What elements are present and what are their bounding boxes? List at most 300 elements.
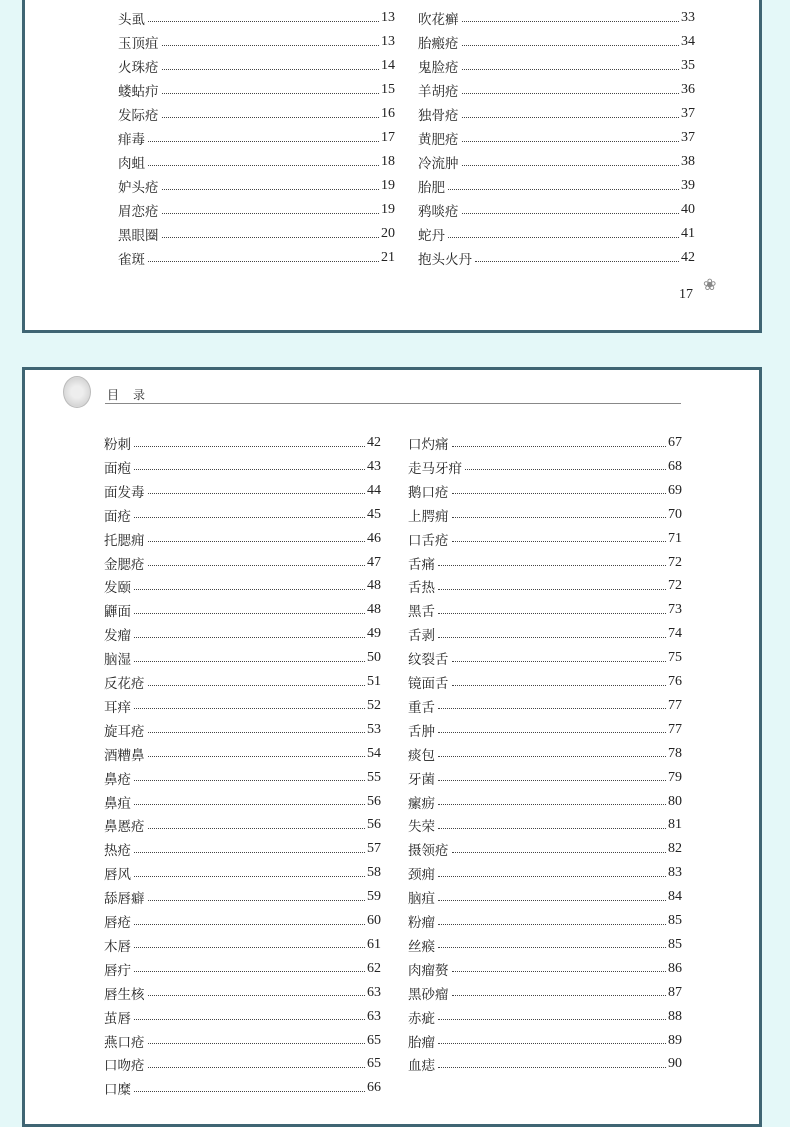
entry-title: 头虱 — [118, 12, 145, 28]
entry-page: 83 — [668, 865, 682, 881]
dot-leader — [452, 971, 667, 972]
entry-title: 鬼脸疮 — [418, 60, 459, 76]
entry-title: 蛇丹 — [418, 228, 445, 244]
entry-title: 茧唇 — [104, 1010, 131, 1027]
entry-title: 金腮疮 — [104, 556, 145, 573]
toc-entry[interactable] — [118, 127, 395, 149]
entry-page: 88 — [668, 1008, 682, 1024]
toc-entry[interactable] — [408, 1030, 682, 1052]
toc-entry[interactable] — [408, 599, 682, 621]
dot-leader — [148, 141, 379, 142]
entry-page: 87 — [668, 984, 682, 1000]
entry-title: 黑舌 — [408, 604, 435, 621]
toc-entry[interactable] — [408, 886, 682, 908]
dot-leader — [148, 685, 366, 686]
toc-entry[interactable] — [418, 103, 695, 125]
dot-leader — [438, 900, 666, 901]
toc-entry[interactable] — [408, 838, 682, 860]
entry-title: 胎肥 — [418, 180, 445, 196]
toc-entry[interactable] — [418, 127, 695, 149]
toc-entry[interactable] — [408, 647, 682, 669]
entry-title: 耳痒 — [104, 699, 131, 716]
entry-title: 痰包 — [408, 747, 435, 764]
toc-entry[interactable] — [104, 1030, 381, 1052]
toc-entry[interactable] — [408, 1053, 682, 1075]
entry-page: 13 — [381, 34, 395, 49]
toc-entry[interactable] — [104, 1053, 381, 1075]
toc-entry[interactable] — [408, 480, 682, 502]
entry-title: 舌热 — [408, 580, 435, 597]
toc-entry[interactable] — [408, 791, 682, 813]
dot-leader — [148, 900, 366, 901]
dot-leader — [148, 732, 366, 733]
entry-title: 舌剥 — [408, 628, 435, 645]
toc-entry[interactable] — [104, 647, 381, 669]
dot-leader — [462, 45, 680, 46]
dot-leader — [438, 1019, 666, 1020]
entry-page: 58 — [367, 865, 381, 881]
dot-leader — [162, 117, 380, 118]
entry-title: 发颐 — [104, 580, 131, 597]
entry-page: 19 — [381, 202, 395, 217]
entry-title: 舌肿 — [408, 723, 435, 740]
entry-page: 15 — [381, 82, 395, 97]
toc-page-top — [22, 0, 762, 333]
dot-leader — [438, 804, 666, 805]
toc-entry[interactable] — [104, 671, 381, 693]
dot-leader — [462, 21, 680, 22]
entry-title: 托腮痈 — [104, 532, 145, 549]
entry-title: 冷流肿 — [418, 156, 459, 172]
entry-page: 42 — [681, 250, 695, 265]
entry-page: 42 — [367, 435, 381, 450]
entry-page: 40 — [681, 202, 695, 217]
dot-leader — [134, 971, 365, 972]
entry-title: 唇疮 — [104, 915, 131, 931]
toc-entry[interactable] — [418, 175, 695, 197]
dot-leader — [134, 446, 365, 447]
dot-leader — [134, 780, 365, 781]
entry-page: 21 — [381, 250, 395, 265]
dot-leader — [452, 995, 667, 996]
toc-entry[interactable] — [408, 767, 682, 789]
page-header-title: 目录 — [107, 388, 160, 402]
dot-leader — [162, 45, 380, 46]
entry-page: 55 — [367, 769, 381, 785]
toc-entry[interactable] — [104, 719, 381, 741]
entry-title: 黑眼圈 — [118, 228, 159, 244]
toc-entry[interactable] — [408, 504, 682, 526]
entry-page: 35 — [681, 58, 695, 73]
entry-title: 口灼痛 — [408, 437, 449, 453]
toc-entry[interactable] — [118, 223, 395, 245]
entry-page: 67 — [668, 435, 682, 450]
dot-leader — [148, 565, 366, 566]
toc-entry[interactable] — [104, 552, 381, 574]
toc-entry[interactable] — [418, 151, 695, 173]
entry-page: 84 — [668, 889, 682, 905]
entry-page: 71 — [668, 530, 682, 546]
entry-page: 38 — [681, 154, 695, 169]
dot-leader — [148, 995, 366, 996]
entry-page: 57 — [367, 841, 381, 857]
entry-page: 43 — [367, 458, 381, 474]
entry-title: 丝瘊 — [408, 938, 435, 955]
entry-title: 面疱 — [104, 460, 131, 477]
entry-title: 肉蛆 — [118, 156, 145, 172]
dot-leader — [438, 756, 666, 757]
entry-page: 48 — [367, 578, 381, 594]
dot-leader — [148, 261, 379, 262]
dot-leader — [448, 237, 679, 238]
entry-title: 鹅口疮 — [408, 484, 449, 501]
toc-entry[interactable] — [104, 838, 381, 860]
entry-page: 86 — [668, 960, 682, 976]
dot-leader — [462, 117, 680, 118]
entry-page: 80 — [668, 793, 682, 809]
entry-page: 56 — [367, 817, 381, 833]
toc-entry[interactable] — [418, 79, 695, 101]
toc-entry[interactable] — [408, 671, 682, 693]
entry-title: 木唇 — [104, 938, 131, 955]
dot-leader — [452, 517, 667, 518]
toc-entry[interactable] — [408, 552, 682, 574]
dot-leader — [162, 213, 380, 214]
entry-page: 65 — [367, 1056, 381, 1072]
entry-page: 62 — [367, 960, 381, 976]
entry-title: 口吻疮 — [104, 1058, 145, 1075]
dot-leader — [134, 947, 365, 948]
dot-leader — [148, 493, 366, 494]
dot-leader — [162, 93, 380, 94]
entry-title: 胎瘢疮 — [418, 36, 459, 52]
entry-title: 面发毒 — [104, 484, 145, 501]
entry-title: 赤疵 — [408, 1010, 435, 1027]
entry-page: 48 — [367, 602, 381, 618]
toc-entry[interactable] — [104, 599, 381, 621]
toc-entry[interactable] — [104, 1006, 381, 1028]
toc-entry[interactable] — [118, 103, 395, 125]
entry-page: 68 — [668, 458, 682, 474]
dot-leader — [438, 1043, 666, 1044]
dot-leader — [462, 165, 680, 166]
entry-title: 酒糟鼻 — [104, 747, 145, 764]
dot-leader — [462, 141, 680, 142]
entry-title: 玉顶疽 — [118, 36, 159, 52]
entry-page: 17 — [381, 130, 395, 145]
toc-entry[interactable] — [104, 862, 381, 884]
entry-title: 旋耳疮 — [104, 723, 145, 740]
toc-entry[interactable] — [408, 695, 682, 717]
entry-page: 69 — [668, 482, 682, 498]
entry-title: 燕口疮 — [104, 1034, 145, 1051]
entry-page: 19 — [381, 178, 395, 193]
entry-page: 51 — [367, 674, 381, 689]
entry-page: 47 — [367, 554, 381, 570]
dot-leader — [452, 685, 667, 686]
entry-title: 口糜 — [104, 1082, 131, 1099]
dot-leader — [148, 21, 379, 22]
toc-entry[interactable] — [408, 456, 682, 478]
dot-leader — [162, 69, 380, 70]
entry-page: 33 — [681, 10, 695, 25]
entry-title: 热疮 — [104, 843, 131, 860]
dot-leader — [438, 828, 666, 829]
toc-entry[interactable] — [418, 55, 695, 77]
entry-title: 独骨疮 — [418, 108, 459, 124]
entry-title: 瘰疬 — [408, 795, 435, 812]
toc-entry[interactable] — [104, 767, 381, 789]
toc-entry[interactable] — [408, 432, 682, 454]
dot-leader — [148, 828, 366, 829]
dot-leader — [438, 589, 666, 590]
entry-title: 重舌 — [408, 699, 435, 716]
entry-page: 76 — [668, 674, 682, 689]
dot-leader — [438, 780, 666, 781]
toc-entry[interactable] — [418, 7, 695, 29]
toc-entry[interactable] — [104, 934, 381, 956]
toc-entry[interactable] — [408, 958, 682, 980]
toc-entry[interactable] — [408, 934, 682, 956]
entry-page: 61 — [367, 936, 381, 952]
toc-entry[interactable] — [118, 55, 395, 77]
entry-page: 41 — [681, 226, 695, 241]
entry-page: 20 — [381, 226, 395, 241]
dot-leader — [448, 189, 679, 190]
dot-leader — [134, 804, 365, 805]
dot-leader — [452, 446, 667, 447]
toc-entry[interactable] — [104, 743, 381, 765]
dot-leader — [134, 1019, 365, 1020]
toc-entry[interactable] — [104, 575, 381, 597]
entry-title: 发际疮 — [118, 108, 159, 124]
toc-entry[interactable] — [408, 743, 682, 765]
entry-title: 镜面舌 — [408, 676, 449, 692]
entry-title: 胎瘤 — [408, 1034, 435, 1051]
entry-title: 羊胡疮 — [418, 84, 459, 100]
entry-page: 81 — [668, 817, 682, 833]
dot-leader — [438, 947, 666, 948]
dot-leader — [148, 1067, 366, 1068]
dot-leader — [134, 637, 365, 638]
entry-page: 77 — [668, 697, 682, 713]
entry-title: 鼻疽 — [104, 795, 131, 812]
toc-entry[interactable] — [104, 814, 381, 836]
entry-page: 50 — [367, 650, 381, 666]
entry-page: 60 — [367, 913, 381, 928]
entry-title: 黄肥疮 — [418, 132, 459, 148]
entry-title: 鼲面 — [104, 604, 131, 621]
entry-title: 口舌疮 — [408, 532, 449, 549]
entry-page: 73 — [668, 602, 682, 618]
toc-entry[interactable] — [118, 199, 395, 221]
toc-entry[interactable] — [118, 31, 395, 53]
dot-leader — [148, 165, 379, 166]
dot-leader — [465, 469, 666, 470]
dot-leader — [148, 756, 366, 757]
dot-leader — [475, 261, 679, 262]
entry-page: 89 — [668, 1032, 682, 1048]
dot-leader — [134, 708, 365, 709]
toc-entry[interactable] — [104, 528, 381, 550]
entry-page: 37 — [681, 130, 695, 145]
dot-leader — [452, 852, 667, 853]
toc-entry[interactable] — [408, 575, 682, 597]
entry-page: 52 — [367, 697, 381, 713]
toc-entry[interactable] — [104, 480, 381, 502]
dot-leader — [438, 613, 666, 614]
toc-entry[interactable] — [418, 199, 695, 221]
entry-title: 蝼蛄疖 — [118, 84, 159, 100]
entry-title: 反花疮 — [104, 676, 145, 692]
dot-leader — [134, 469, 365, 470]
entry-title: 面疮 — [104, 508, 131, 525]
entry-page: 37 — [681, 106, 695, 121]
entry-title: 舌痛 — [408, 556, 435, 573]
toc-entry[interactable] — [408, 623, 682, 645]
entry-page: 36 — [681, 82, 695, 97]
entry-title: 鼻疮 — [104, 771, 131, 788]
toc-entry[interactable] — [408, 862, 682, 884]
dot-leader — [134, 661, 365, 662]
toc-entry[interactable] — [408, 719, 682, 741]
dot-leader — [438, 876, 666, 877]
toc-entry[interactable] — [408, 910, 682, 932]
entry-title: 鸦啖疮 — [418, 204, 459, 220]
toc-entry[interactable] — [118, 175, 395, 197]
toc-page-bottom — [22, 367, 762, 1127]
flower-ornament-icon: ❀ — [703, 275, 717, 294]
entry-page: 78 — [668, 745, 682, 761]
entry-page: 66 — [367, 1080, 381, 1096]
entry-page: 90 — [668, 1056, 682, 1072]
entry-title: 抱头火丹 — [418, 252, 472, 268]
entry-title: 黑砂瘤 — [408, 986, 449, 1003]
entry-title: 粉瘤 — [408, 915, 435, 931]
entry-title: 唇生核 — [104, 986, 145, 1003]
toc-entry[interactable] — [104, 982, 381, 1004]
toc-entry[interactable] — [104, 432, 381, 454]
dot-leader — [134, 517, 365, 518]
entry-page: 74 — [668, 626, 682, 642]
entry-title: 摄领疮 — [408, 843, 449, 860]
entry-page: 49 — [367, 626, 381, 642]
toc-entry[interactable] — [118, 79, 395, 101]
entry-page: 53 — [367, 721, 381, 737]
entry-page: 13 — [381, 10, 395, 25]
toc-entry[interactable] — [104, 456, 381, 478]
toc-entry[interactable] — [104, 886, 381, 908]
entry-page: 75 — [668, 650, 682, 666]
dot-leader — [134, 613, 365, 614]
entry-title: 雀斑 — [118, 252, 145, 268]
dot-leader — [462, 213, 680, 214]
entry-title: 鼻慝疮 — [104, 819, 145, 836]
entry-page: 46 — [367, 530, 381, 546]
toc-entry[interactable] — [118, 151, 395, 173]
entry-page: 85 — [668, 913, 682, 928]
book-logo-icon — [63, 376, 91, 408]
entry-page: 56 — [367, 793, 381, 809]
toc-entry[interactable] — [104, 910, 381, 932]
page-number: 17 — [679, 287, 693, 302]
entry-title: 唇疔 — [104, 962, 131, 979]
entry-page: 63 — [367, 984, 381, 1000]
toc-entry[interactable] — [408, 1006, 682, 1028]
entry-page: 14 — [381, 58, 395, 73]
toc-entry[interactable] — [104, 695, 381, 717]
entry-title: 唇风 — [104, 867, 131, 884]
toc-entry[interactable] — [408, 982, 682, 1004]
entry-title: 上腭痈 — [408, 508, 449, 525]
entry-title: 粉刺 — [104, 437, 131, 453]
toc-entry[interactable] — [118, 7, 395, 29]
dot-leader — [438, 1067, 666, 1068]
entry-page: 82 — [668, 841, 682, 857]
toc-entry[interactable] — [418, 223, 695, 245]
entry-page: 54 — [367, 745, 381, 761]
entry-page: 70 — [668, 506, 682, 522]
entry-title: 脑疽 — [408, 891, 435, 908]
entry-title: 眉恋疮 — [118, 204, 159, 220]
toc-entry[interactable] — [104, 958, 381, 980]
entry-title: 脑湿 — [104, 652, 131, 669]
entry-title: 火珠疮 — [118, 60, 159, 76]
dot-leader — [438, 924, 666, 925]
toc-entry[interactable] — [408, 814, 682, 836]
dot-leader — [148, 541, 366, 542]
dot-leader — [162, 189, 380, 190]
dot-leader — [134, 589, 365, 590]
entry-page: 77 — [668, 721, 682, 737]
dot-leader — [438, 565, 666, 566]
entry-title: 纹裂舌 — [408, 652, 449, 669]
toc-entry[interactable] — [418, 247, 695, 269]
entry-page: 44 — [367, 482, 381, 498]
entry-title: 吹花癣 — [418, 12, 459, 28]
entry-title: 牙菌 — [408, 771, 435, 788]
entry-title: 失荣 — [408, 819, 435, 836]
header-rule — [105, 403, 681, 404]
entry-page: 63 — [367, 1008, 381, 1024]
toc-entry[interactable] — [104, 791, 381, 813]
toc-entry[interactable] — [104, 1077, 381, 1099]
dot-leader — [134, 1091, 365, 1092]
entry-page: 72 — [668, 578, 682, 594]
dot-leader — [452, 661, 667, 662]
entry-title: 发瘤 — [104, 628, 131, 645]
entry-title: 舔唇癖 — [104, 891, 145, 908]
entry-page: 45 — [367, 506, 381, 522]
entry-page: 72 — [668, 554, 682, 570]
toc-entry[interactable] — [118, 247, 395, 269]
toc-entry[interactable] — [418, 31, 695, 53]
entry-title: 血痣 — [408, 1058, 435, 1075]
entry-title: 妒头疮 — [118, 180, 159, 196]
entry-page: 59 — [367, 889, 381, 905]
toc-entry[interactable] — [104, 504, 381, 526]
entry-title: 走马牙疳 — [408, 460, 462, 477]
dot-leader — [462, 69, 680, 70]
entry-page: 34 — [681, 34, 695, 49]
entry-page: 39 — [681, 178, 695, 193]
dot-leader — [134, 876, 365, 877]
toc-entry[interactable] — [104, 623, 381, 645]
dot-leader — [462, 93, 680, 94]
entry-page: 85 — [668, 936, 682, 952]
toc-entry[interactable] — [408, 528, 682, 550]
entry-page: 16 — [381, 106, 395, 121]
